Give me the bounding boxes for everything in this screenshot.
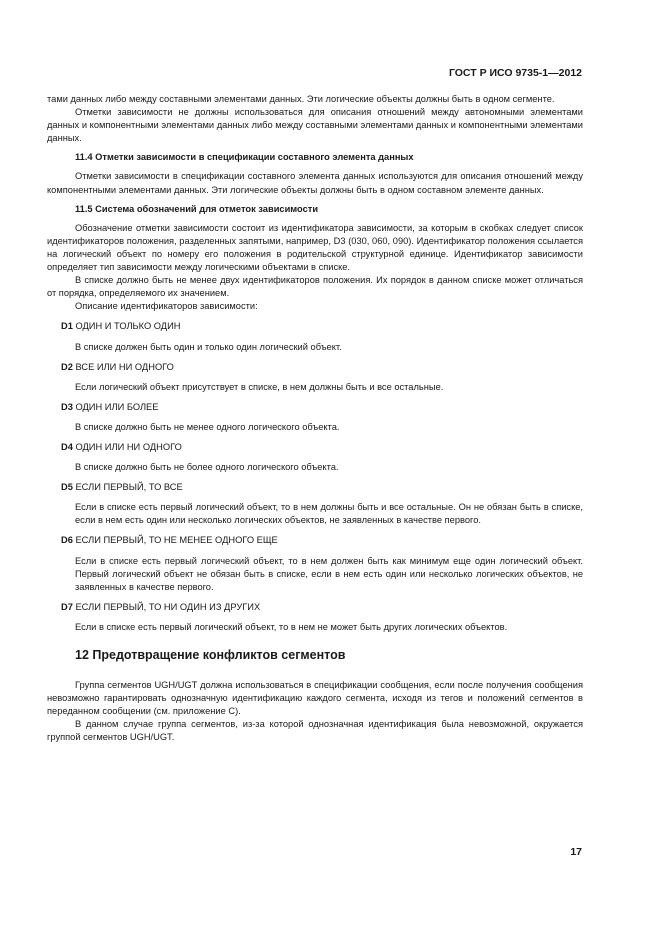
section-11-4-title: 11.4 Отметки зависимости в спецификации составного элемента данных <box>75 152 414 163</box>
dependency-name: ЕСЛИ ПЕРВЫЙ, ТО НЕ МЕНЕЕ ОДНОГО ЕЩЕ <box>75 535 278 546</box>
section-11-5-paragraph-2: В списке должно быть не менее двух идентификаторов положения. Их порядок в данном списке может отличаться от порядка, определяемого их значением. <box>47 275 583 299</box>
dependency-name: ЕСЛИ ПЕРВЫЙ, ТО НИ ОДИН ИЗ ДРУГИХ <box>75 601 261 612</box>
dependency-d5-description: Если в списке есть первый логический объект, то в нем должны быть и все остальные. Он не обязан быть в списке, если в нем есть один или несколько логических объектов, не заявленных в качестве первого. <box>75 502 583 526</box>
page-number: 17 <box>570 846 582 858</box>
dependency-name: ОДИН ИЛИ БОЛЕЕ <box>75 401 159 412</box>
dependency-d7-description: Если в списке есть первый логический объект, то в нем не может быть других логических объектов. <box>75 621 508 632</box>
dependency-code: D4 <box>61 441 73 452</box>
dependency-d4-description: В списке должно быть не более одного логического объекта. <box>75 462 339 473</box>
dependency-d4-heading <box>47 441 583 454</box>
dependency-d2-description: Если логический объект присутствует в списке, в нем должны быть и все остальные. <box>75 381 444 392</box>
section-11-5-title: 11.5 Система обозначений для отметок зависимости <box>75 203 319 214</box>
dependency-d5-heading <box>47 481 583 494</box>
document-header: ГОСТ Р ИСО 9735-1—2012 <box>448 67 582 79</box>
intro-paragraph-2: Отметки зависимости не должны использоваться для описания отношений между автономными элементами данных и компонентными элементами данных либо между составными элементами данных и компонентными элементами данных. <box>47 107 583 144</box>
section-12-paragraph-1: Группа сегментов UGH/UGT должна использоваться в спецификации сообщения, если после получения сообщения невозможно гарантировать однозначную идентификацию каждого сегмента, исходя из тегов и положений сегментов в переданном сообщении (см. приложение С). <box>47 680 583 717</box>
dependency-name: ОДИН ИЛИ НИ ОДНОГО <box>75 441 182 452</box>
dependency-name: ВСЕ ИЛИ НИ ОДНОГО <box>75 361 174 372</box>
section-11-4-text: Отметки зависимости в спецификации составного элемента данных используются для описания отношений между компонентными элементами данных. Эти логические объекты должны быть в одном составном элементе данных. <box>47 171 583 195</box>
dependency-code: D5 <box>61 482 73 493</box>
dependency-d3-description: В списке должно быть не менее одного логического объекта. <box>75 421 340 432</box>
dependency-code: D2 <box>61 361 73 372</box>
dependency-name: ОДИН И ТОЛЬКО ОДИН <box>75 321 181 332</box>
intro-paragraph-1: тами данных либо между составными элементами данных. Эти логические объекты должны быть в одном сегменте. <box>47 94 555 104</box>
dependency-d6-description: Если в списке есть первый логический объект, то в нем должен быть как минимум еще один логический объект. Первый логический объект не обязан быть в списке, если в нем есть один или несколько логических объектов, не заявленных в качестве первого. <box>75 555 583 592</box>
dependency-code: D7 <box>61 601 73 612</box>
page-content <box>47 93 583 745</box>
dependency-code: D3 <box>61 401 73 412</box>
dependency-d7-heading <box>47 601 583 614</box>
dependency-code: D6 <box>61 535 73 546</box>
dependency-name: ЕСЛИ ПЕРВЫЙ, ТО ВСЕ <box>75 482 183 493</box>
dependency-d1-heading <box>47 320 583 333</box>
dependency-d6-heading <box>47 534 583 547</box>
section-11-5-paragraph-3: Описание идентификаторов зависимости: <box>75 301 258 312</box>
dependency-d3-heading <box>47 401 583 414</box>
dependency-d2-heading <box>47 361 583 374</box>
section-11-5-paragraph-1: Обозначение отметки зависимости состоит из идентификатора зависимости, за которым в скобках следует список идентификаторов положения, разделенных запятыми, например, D3 (030, 060, 090). Идентификатор положения ссылается на логический объект по номеру его положения в родительской структурной единице. Идентификатор зависимости определяет тип зависимости между логическими объектами в списке. <box>47 222 583 273</box>
dependency-list <box>47 320 583 634</box>
section-12-title: 12 Предотвращение конфликтов сегментов <box>75 648 346 662</box>
dependency-d1-description: В списке должен быть один и только один логический объект. <box>75 341 342 352</box>
dependency-code: D1 <box>61 321 73 332</box>
section-12-paragraph-2: В данном случае группа сегментов, из-за которой однозначная идентификация была невозможной, окружается группой сегментов UGH/UGT. <box>47 719 583 743</box>
